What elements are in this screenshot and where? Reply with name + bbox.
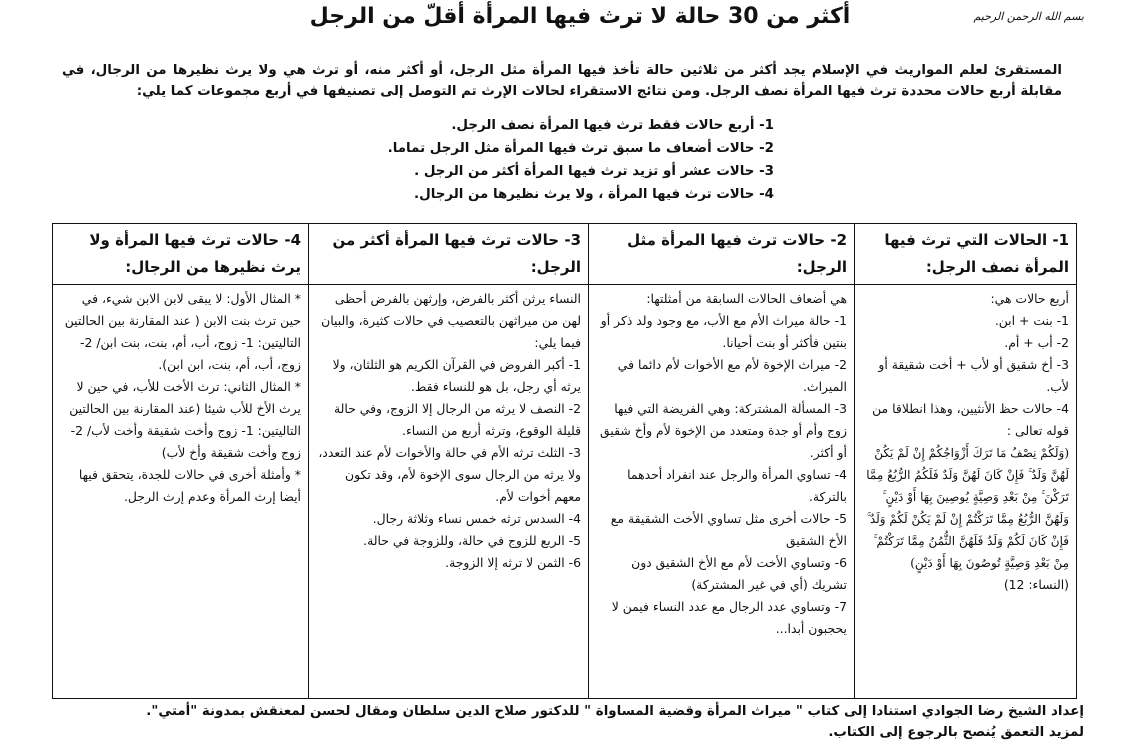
list-item: 6- الثمن لا ترثه إلا الزوجة. — [445, 555, 581, 570]
list-item: أربع حالات هي: — [990, 291, 1069, 306]
footer-line: لمزيد التعمق يُنصح بالرجوع إلى الكتاب. — [828, 725, 1084, 740]
list-item: * المثال الثاني: ترث الأخت للأب، في حين لا يرث الأخ للأب شيئا (عند المقارنة بين الحالتين التاليتين: 1- زوج وأخت شقيقة وأخت لأب/ 2- زوج وأخت شقيقة وأخ لأب) — [69, 379, 301, 460]
basmala: بسم الله الرحمن الرحيم — [973, 10, 1084, 23]
list-item: 1- بنت + ابن. — [994, 313, 1069, 328]
table-row — [53, 285, 1077, 699]
table-header-row — [53, 224, 1077, 285]
group-item: 3- حالات عشر أو تزيد ترث فيها المرأة أكثر من الرجل . — [414, 164, 774, 179]
list-item: 4- حالات حظ الأنثيين، وهذا انطلاقا من قوله تعالى : — [872, 401, 1069, 438]
list-item: 1- أكبر الفروض في القرآن الكريم هو الثلثان، ولا يرثه أي رجل، بل هو للنساء فقط. — [332, 357, 581, 394]
group-item: 2- حالات أضعاف ما سبق ترث فيها المرأة مثل الرجل تماما. — [387, 141, 774, 156]
cell-exclusive-cases — [53, 285, 309, 699]
list-item: النساء يرثن أكثر بالفرض، وإرثهن بالفرض أحظى لهن من ميراثهن بالتعصيب في حالات كثيرة، والبيان فيما يلي: — [321, 291, 581, 350]
cell-equal-cases — [589, 285, 855, 699]
list-item: 2- أب + أم. — [1004, 335, 1069, 350]
list-item: 5- حالات أخرى مثل تساوي الأخت الشقيقة مع الأخ الشقيق — [610, 511, 847, 548]
footer-line: إعداد الشيخ رضا الجوادي استنادا إلى كتاب " ميراث المرأة وقضية المساواة " للدكتور صلاح الدين سلطان ومقال لحسن لمعنقش بمدونة "أمتي". — [146, 704, 1084, 719]
list-item: 1- حالة ميراث الأم مع الأب، مع وجود ولد ذكر أو بنتين فأكثر أو بنت أحيانا. — [600, 313, 847, 350]
list-item: 4- تساوي المرأة والرجل عند انفراد أحدهما بالتركة. — [627, 467, 847, 504]
list-item: 7- وتساوي عدد الرجال مع عدد النساء فيمن لا يحجبون أبدا... — [611, 599, 847, 636]
column-header-half: 1- الحالات التي ترث فيها المرأة نصف الرجل: — [855, 224, 1077, 285]
column-header-exclusive: 4- حالات ترث فيها المرأة ولا يرث نظيرها من الرجال: — [53, 224, 309, 285]
list-item: 2- ميراث الإخوة لأم مع الأخوات لأم دائما في الميراث. — [617, 357, 847, 394]
group-item: 4- حالات ترث فيها المرأة ، ولا يرث نظيرها من الرجال. — [414, 187, 774, 202]
list-item: * وأمثلة أخرى في حالات للجدة، يتحقق فيها أيضا إرث المرأة وعدم إرث الرجل. — [78, 467, 301, 504]
list-item: 5- الربع للزوج في حالة، وللزوجة في حالة. — [363, 533, 581, 548]
page-title: أكثر من 30 حالة لا ترث فيها المرأة أقلّ من الرجل — [309, 4, 851, 29]
cell-half-cases — [855, 285, 1077, 699]
list-item: 3- الثلث ترثه الأم في حالة والأخوات لأم عند التعدد، ولا يرثه من الرجال سوى الإخوة لأم، وقد تكون معهم أخوات لأم. — [318, 445, 581, 504]
group-item: 1- أربع حالات فقط ترث فيها المرأة نصف الرجل. — [451, 118, 774, 133]
cell-more-cases — [309, 285, 589, 699]
list-item: 3- المسألة المشتركة: وهي الفريضة التي فيها زوج وأم أو جدة ومتعدد من الإخوة لأم وأخ شقيق أو أكثر. — [600, 401, 847, 460]
intro-paragraph: المستقرئ لعلم المواريث في الإسلام يجد أكثر من ثلاثين حالة تأخذ فيها المرأة مثل الرجل، أو أكثر منه، أو ترث هي ولا يرث نظيرها من الرجال، في مقابلة أربع حالات محددة ترث فيها المرأة نصف الرجل. ومن نتائج الاستقراء لحالات الإرث تم التوصل إلى تصنيفها في أربع مجموعات كما يلي: — [62, 63, 1062, 99]
quran-verse: (وَلَكُمْ نِصْفُ مَا تَرَكَ أَزْوَاجُكُمْ إِنْ لَمْ يَكُنْ لَهُنَّ وَلَدٌ ۚ فَإِنْ كَانَ لَهُنَّ وَلَدٌ فَلَكُمُ الرُّبُعُ مِمَّا تَرَكْنَ ۚ مِنْ بَعْدِ وَصِيَّةٍ يُوصِينَ بِهَا أَوْ دَيْنٍ ۚ وَلَهُنَّ الرُّبُعُ مِمَّا تَرَكْتُمْ إِنْ لَمْ يَكُنْ لَكُمْ وَلَدٌ ۚ فَإِنْ كَانَ لَكُمْ وَلَدٌ فَلَهُنَّ الثُّمُنُ مِمَّا تَرَكْتُمْ ۚ مِنْ بَعْدِ وَصِيَّةٍ تُوصُونَ بِهَا أَوْ دَيْنٍ) — [866, 446, 1069, 570]
list-item: * المثال الأول: لا يبقى لابن الابن شيء، في حين ترث بنت الابن ( عند المقارنة بين الحالتين التاليتين: 1- زوج، أب، أم، بنت، بنت ابن/ 2- زوج، أب، أم، بنت، ابن ابن). — [64, 291, 301, 372]
list-item: 2- النصف لا يرثه من الرجال إلا الزوج، وفي حالة قليلة الوقوع، وترثه أربع من النساء. — [334, 401, 581, 438]
column-header-equal: 2- حالات ترث فيها المرأة مثل الرجل: — [589, 224, 855, 285]
list-item: 6- وتساوي الأخت لأم مع الأخ الشقيق دون تشريك (أي في غير المشتركة) — [631, 555, 847, 592]
list-item: 4- السدس ترثه خمس نساء وثلاثة رجال. — [372, 511, 581, 526]
footer-credits — [34, 701, 1084, 743]
groups-list — [274, 114, 774, 206]
list-item: هي أضعاف الحالات السابقة من أمثلتها: — [646, 291, 847, 306]
column-header-more: 3- حالات ترث فيها المرأة أكثر من الرجل: — [309, 224, 589, 285]
list-item: 3- أخ شقيق أو لأب + أخت شقيقة أو لأب. — [878, 357, 1069, 394]
verse-reference: (النساء: 12) — [1003, 577, 1069, 592]
inheritance-cases-table — [52, 223, 1077, 699]
